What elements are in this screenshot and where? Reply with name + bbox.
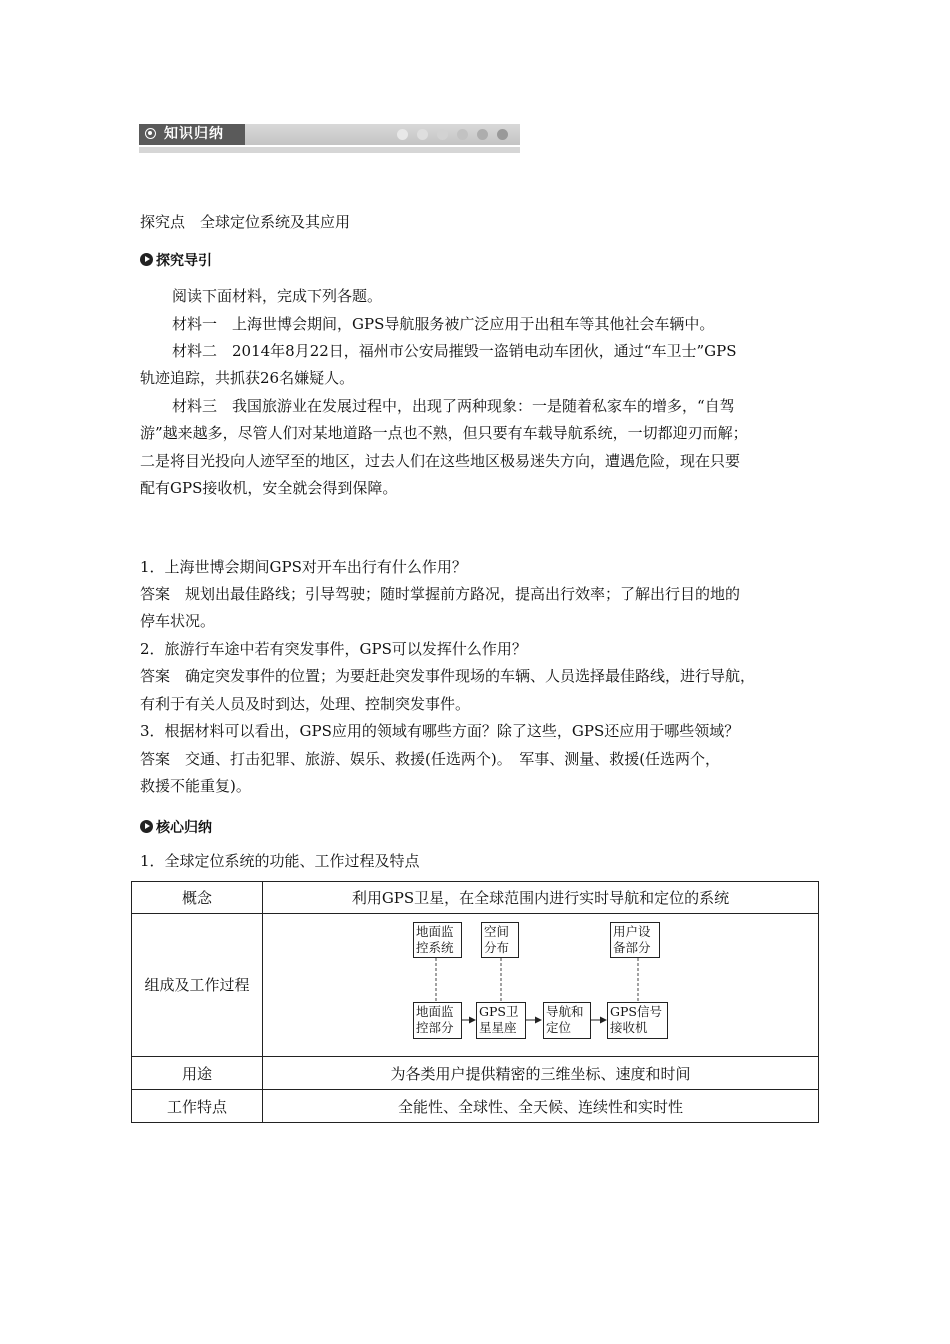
target-icon	[145, 128, 156, 139]
diagram-cell	[263, 914, 819, 1057]
answer-line: 答案 规划出最佳路线；引导驾驶；随时掌握前方路况，提高出行效率；了解出行目的地的	[140, 585, 741, 603]
banner-label	[139, 124, 245, 145]
guide-line: 游”越来越多，尽管人们对某地道路一点也不熟，但只要有车载导航系统，一切都迎刃而解；	[140, 424, 748, 442]
diagram-box: 地面监控系统	[413, 922, 462, 958]
banner-title: 知识归纳	[164, 126, 224, 142]
guide-heading-text: 探究导引	[156, 253, 212, 269]
play-bullet-icon	[140, 820, 153, 833]
guide-line: 配有GPS接收机，安全就会得到保障。	[140, 479, 398, 497]
decor-dot-icon	[437, 129, 448, 140]
diagram-connectors	[263, 914, 818, 1056]
guide-line: 二是将目光投向人迹罕至的地区，过去人们在这些地区极易迷失方向，遭遇危险，现在只要	[140, 452, 741, 470]
diagram-box: 地面监控部分	[413, 1002, 462, 1039]
table-key-text: 组成及工作过程	[144, 976, 250, 994]
guide-line: 材料三 我国旅游业在发展过程中，出现了两种现象：一是随着私家车的增多，“自驾	[172, 397, 735, 415]
diagram-box: 空间分布	[481, 922, 519, 958]
guide-line: 材料一 上海世博会期间，GPS导航服务被广泛应用于出租车等其他社会车辆中。	[172, 315, 715, 333]
guide-line: 阅读下面材料，完成下列各题。	[172, 287, 383, 305]
core-subtitle: 1．全球定位系统的功能、工作过程及特点	[140, 852, 420, 870]
table-value: 利用GPS卫星，在全球范围内进行实时导航和定位的系统	[263, 882, 819, 914]
workflow-diagram	[263, 914, 818, 1056]
question-line: 3．根据材料可以看出，GPS应用的领域有哪些方面？除了这些，GPS还应用于哪些领域？	[140, 722, 740, 740]
table-key	[132, 914, 263, 1057]
diagram-box: 导航和定位	[543, 1002, 591, 1039]
answer-line: 答案 交通、打击犯罪、旅游、娱乐、救援(任选两个)。 军事、测量、救援(任选两个，	[140, 750, 721, 768]
play-bullet-icon	[140, 253, 153, 266]
topic-title: 探究点 全球定位系统及其应用	[140, 213, 351, 231]
table-key: 概念	[132, 882, 263, 914]
section-heading-guide	[140, 251, 212, 271]
answer-line: 有利于有关人员及时到达，处理、控制突发事件。	[140, 695, 471, 713]
table-value: 全能性、全球性、全天候、连续性和实时性	[263, 1090, 819, 1123]
table-value: 为各类用户提供精密的三维坐标、速度和时间	[263, 1057, 819, 1090]
summary-table	[131, 881, 819, 1123]
banner-dots	[397, 129, 508, 140]
table-row	[132, 914, 819, 1057]
table-row	[132, 882, 819, 914]
decor-dot-icon	[497, 129, 508, 140]
diagram-box: GPS信号接收机	[607, 1002, 668, 1039]
table-key: 用途	[132, 1057, 263, 1090]
question-line: 2．旅游行车途中若有突发事件，GPS可以发挥什么作用？	[140, 640, 527, 658]
diagram-box: GPS卫星星座	[476, 1002, 526, 1039]
answer-line: 救援不能重复)。	[140, 777, 251, 795]
table-key: 工作特点	[132, 1090, 263, 1123]
question-line: 1．上海世博会期间GPS对开车出行有什么作用？	[140, 558, 467, 576]
table-row	[132, 1090, 819, 1123]
answer-line: 答案 确定突发事件的位置；为要赶赴突发事件现场的车辆、人员选择最佳路线，进行导航，	[140, 667, 756, 685]
table-row	[132, 1057, 819, 1090]
decor-dot-icon	[457, 129, 468, 140]
decor-dot-icon	[477, 129, 488, 140]
guide-line: 材料二 2014年8月22日，福州市公安局摧毁一盗销电动车团伙，通过“车卫士”GPS	[172, 342, 737, 360]
banner-underline	[139, 147, 520, 153]
section-heading-core	[140, 818, 212, 838]
guide-line: 轨迹追踪，共抓获26名嫌疑人。	[140, 369, 355, 387]
diagram-box: 用户设备部分	[610, 922, 660, 958]
answer-line: 停车状况。	[140, 612, 216, 630]
core-heading-text: 核心归纳	[156, 820, 212, 836]
decor-dot-icon	[397, 129, 408, 140]
section-banner	[139, 124, 520, 154]
decor-dot-icon	[417, 129, 428, 140]
